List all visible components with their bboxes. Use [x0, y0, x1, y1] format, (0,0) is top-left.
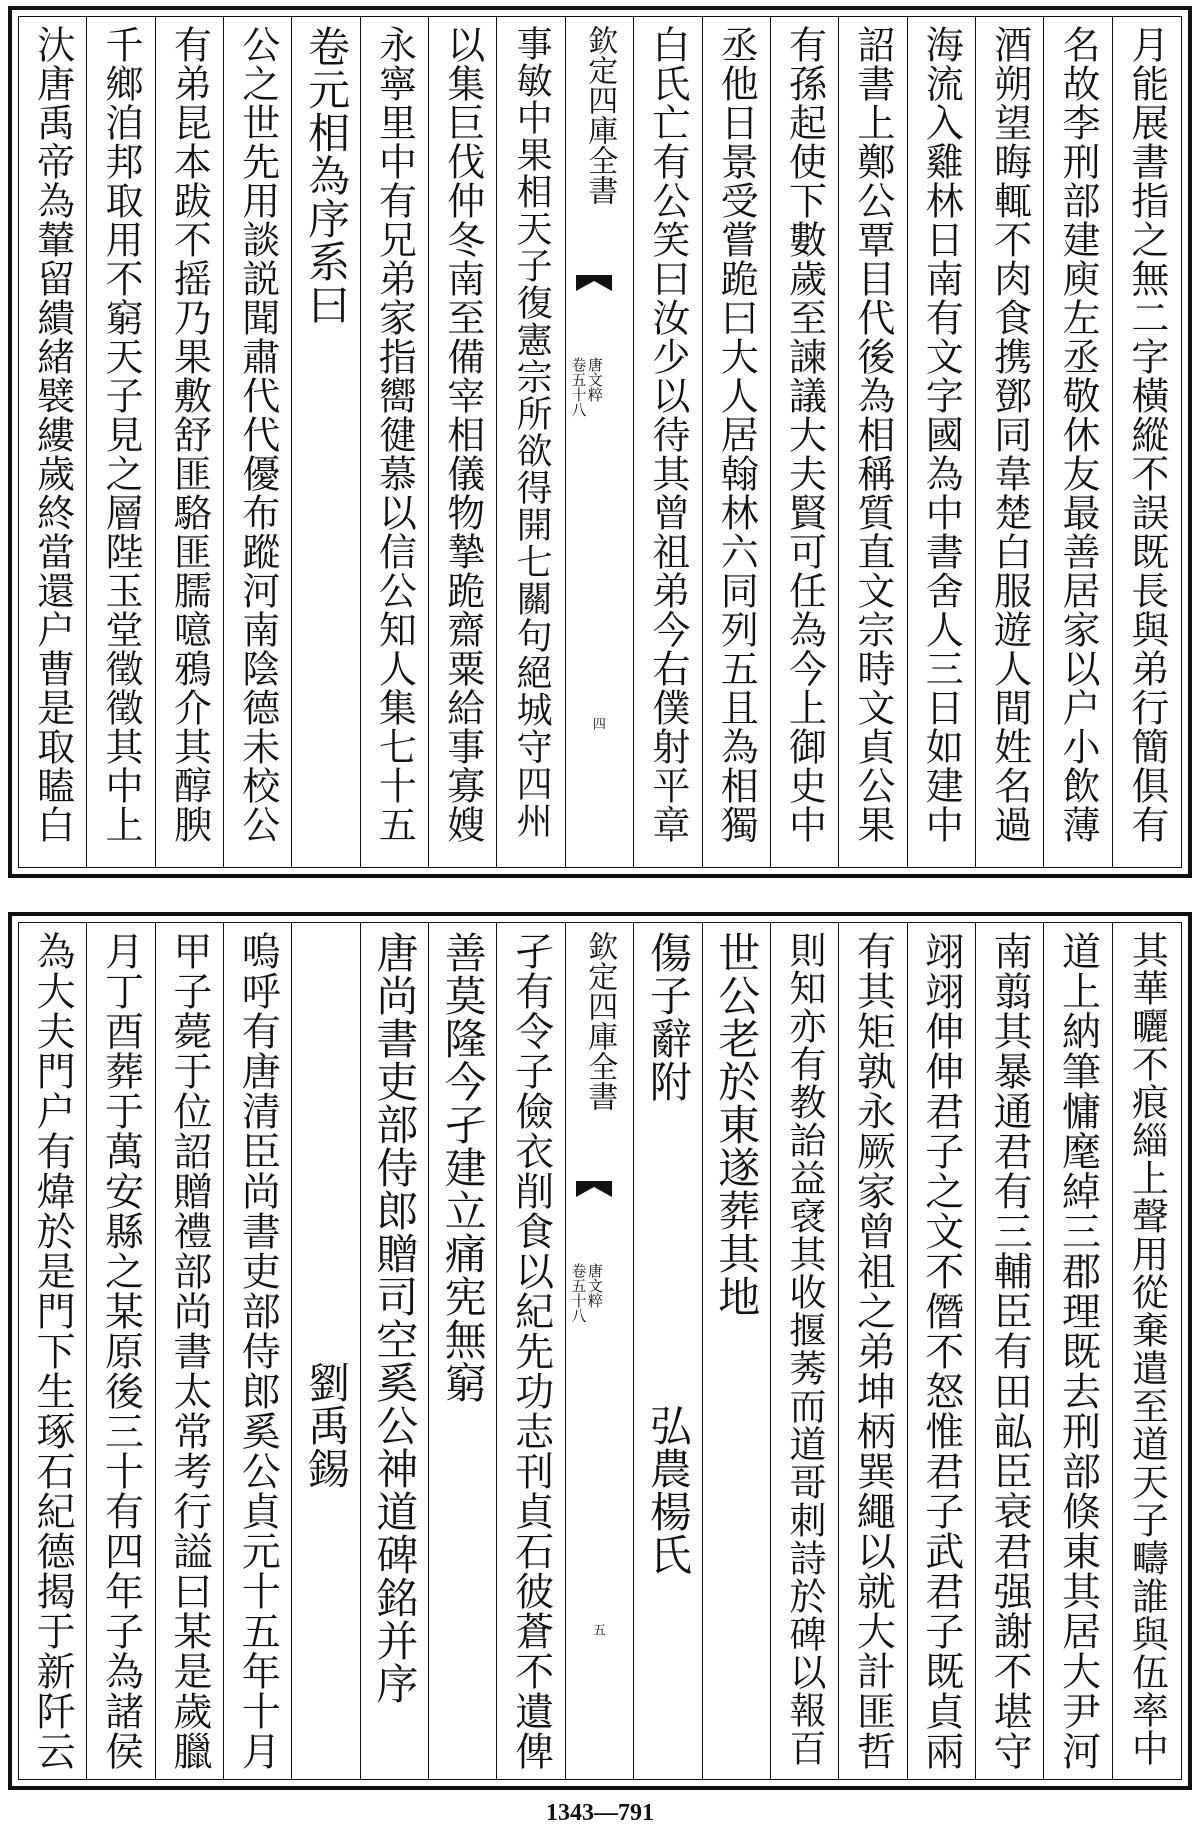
text-column	[908, 923, 976, 1779]
text-column	[1113, 17, 1181, 867]
column-text: 海流入雞林日南有文字國為中書舍人三日如建中	[919, 25, 964, 844]
column-text: 丞他日景受嘗跪曰大人居翰林六同列五且為相獨	[714, 25, 759, 844]
text-column	[19, 17, 87, 867]
text-column	[703, 17, 771, 867]
text-column	[497, 17, 565, 867]
text-column	[292, 17, 360, 867]
text-column	[361, 17, 429, 867]
column-text: 白氏亡有公笑曰汝少以待其曾祖弟今右僕射平章	[645, 25, 690, 844]
column-text: 世公老於東遂葬其地	[712, 931, 762, 1318]
text-column	[87, 17, 155, 867]
text-column	[224, 923, 292, 1779]
text-column	[976, 923, 1044, 1779]
text-column	[976, 17, 1044, 867]
column-text: 以集巨伐仲冬南至備宰相儀物摯跪齋粟給事寡嫂	[440, 25, 485, 844]
upper-page	[8, 6, 1192, 878]
book-name: 唐文粹	[585, 1263, 604, 1308]
text-column	[361, 923, 429, 1779]
column-text: 唐尚書吏部侍郎贈司空奚公神道碑銘并序	[370, 931, 420, 1705]
center-fold-strip	[566, 923, 634, 1779]
column-text: 傷子辭附 弘農楊氏	[643, 931, 693, 1576]
volume-number: 卷五十八	[569, 357, 588, 417]
text-column	[771, 923, 839, 1779]
book-name: 唐文粹	[585, 357, 604, 402]
text-column	[429, 923, 497, 1779]
text-column	[87, 923, 155, 1779]
text-column	[156, 923, 224, 1779]
column-text: 有弟昆本跋不摇乃果敷舒匪駱匪臑噫鴉介其醇腴	[167, 25, 212, 844]
text-column	[19, 923, 87, 1779]
column-text: 卷元相為序系曰	[302, 25, 352, 326]
column-text: 事敏中果相天子復憲宗所欲得開七關句絕城守四州	[511, 25, 553, 839]
page-number: 五	[589, 1623, 605, 1636]
column-text: 月能展書指之無二字橫縱不誤既長與弟行簡俱有	[1124, 25, 1169, 844]
text-column	[156, 17, 224, 867]
column-text: 嗚呼有唐清臣尚書吏部侍郎奚公貞元十五年十月	[235, 931, 281, 1771]
column-text: 翊翊伸伸君子之文不僭不怒惟君子武君子既貞兩	[918, 931, 964, 1771]
column-text: 永寧里中有兄弟家指嚮徤慕以信公知人集七十五	[372, 25, 417, 844]
column-text: 甲子薨于位詔贈禮部尚書太常考行謚曰某是歲臘	[166, 931, 212, 1771]
text-column	[1113, 923, 1181, 1779]
book-series-title: 欽定四庫全書	[582, 931, 618, 1111]
column-text: 孑有令子儉衣削食以紀先功志刊貞石彼蒼不遺俾	[508, 931, 554, 1771]
text-column	[1044, 923, 1112, 1779]
column-text: 月丁酉葬于萬安縣之某原後三十有四年子為諸侯	[98, 931, 144, 1771]
fishtail-mark-icon	[576, 1181, 612, 1197]
column-text: 酒朔望晦輒不肉食携鄧同韋楚白服遊人間姓名過	[987, 25, 1032, 844]
column-text: 則知亦有教詒益裦其收揠莠而道哥刺詩於碑以報百	[783, 931, 827, 1767]
book-volume-label	[570, 1263, 603, 1323]
text-column	[908, 17, 976, 867]
column-text: 汏唐禹帝為輦留繢緒襞縷歲終當還户曹是取瞌白	[30, 25, 75, 844]
text-column	[1044, 17, 1112, 867]
volume-number: 卷五十八	[569, 1263, 588, 1323]
text-column	[839, 17, 907, 867]
lower-page	[8, 912, 1192, 1790]
column-text: 公之世先用談説聞肅代代優布蹤河南陰德未校公	[235, 25, 280, 844]
page-number: 四	[589, 717, 605, 730]
text-column	[292, 923, 360, 1779]
upper-page-frame	[18, 16, 1182, 868]
column-text: 其華曬不痕緇上聲用從棄遣至道天子疇誰與伍率中	[1125, 931, 1169, 1767]
fishtail-mark-icon	[576, 275, 612, 291]
column-text: 道上納筆慵麾綽三郡理既去刑部倏東其居大尹河	[1055, 931, 1101, 1771]
column-text: 千鄉洎邦取用不窮天子見之層陛玉堂徵徵其中上	[99, 25, 144, 844]
column-text: 有孫起使下數歲至諫議大夫賢可任為今上御史中	[782, 25, 827, 844]
column-text: 名故李刑部建庾左丞敬休友最善居家以户小飲薄	[1055, 25, 1100, 844]
column-text: 為大夫門户有煒於是門下生琢石紀德揭于新阡云	[30, 931, 76, 1771]
column-text: 詔書上鄭公覃目代後為相稱質直文宗時文貞公果	[850, 25, 895, 844]
text-column	[497, 923, 565, 1779]
text-column	[224, 17, 292, 867]
text-column	[703, 923, 771, 1779]
text-column	[429, 17, 497, 867]
center-fold-strip	[566, 17, 634, 867]
text-column	[634, 17, 702, 867]
text-column	[839, 923, 907, 1779]
column-text: 劉禹錫	[302, 931, 352, 1490]
column-text: 有其矩孰永厥家曾祖之弟坤柄巽繩以就大計匪哲	[850, 931, 896, 1771]
text-column	[634, 923, 702, 1779]
book-series-title: 欽定四庫全書	[582, 25, 618, 205]
book-volume-label	[570, 357, 603, 417]
column-text: 南翦其暴通君有三輔臣有田畆臣衰君强謝不堪守	[987, 931, 1033, 1771]
catalog-page-number: 1343—791	[546, 1800, 654, 1826]
text-column	[771, 17, 839, 867]
lower-page-frame	[18, 922, 1182, 1780]
column-text: 善莫隆今孑建立痛宪無窮	[438, 931, 488, 1404]
